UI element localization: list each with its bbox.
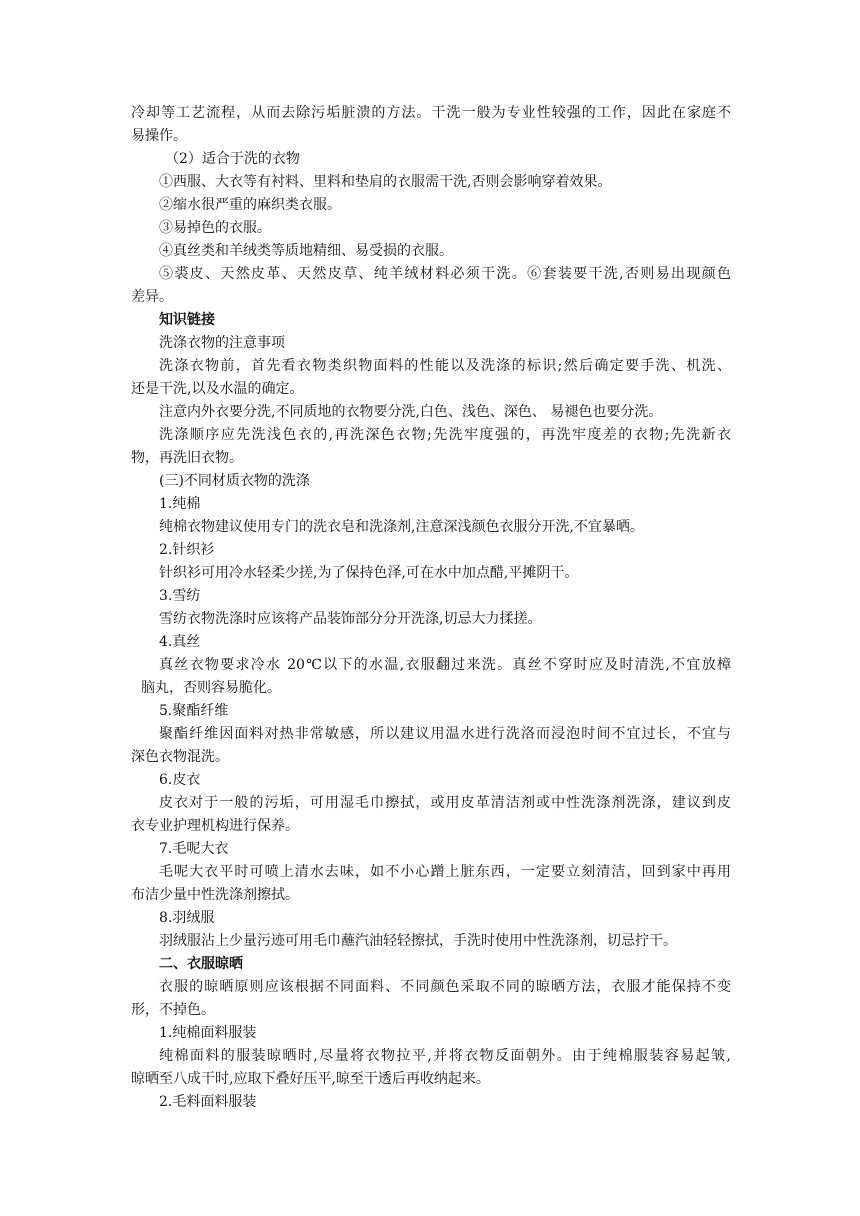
subheading: 1.纯棉面料服装 xyxy=(159,1025,257,1041)
subheading: 1.纯棉 xyxy=(159,496,201,512)
paragraph-line: 洗涤顺序应先洗浅色衣的,再洗深色衣物;先洗牢度强的，再洗牢度差的衣物;先洗新衣 xyxy=(159,427,731,443)
paragraph-line: 羽绒服沾上少量污迹可用毛巾蘸汽油轻轻擦拭，手洗时使用中性洗涤剂，切忌拧干。 xyxy=(159,933,677,949)
subheading: 5.聚酯纤维 xyxy=(159,703,229,719)
paragraph-line: 皮衣对于一般的污垢，可用湿毛巾擦拭，或用皮革清洁剂或中性洗涤剂洗涤，建议到皮 xyxy=(159,795,731,811)
paragraph-line: 脑丸，否则容易脆化。 xyxy=(141,680,281,696)
list-item: ③易掉色的衣服。 xyxy=(159,220,271,236)
paragraph-line: 深色衣物混洗。 xyxy=(131,749,229,765)
paragraph-line: 真丝衣物要求冷水 20℃以下的水温,衣服翻过来洗。真丝不穿时应及时清洗,不宜放樟 xyxy=(159,657,731,673)
subheading: 4.真丝 xyxy=(159,634,201,650)
subheading: 6.皮衣 xyxy=(159,772,201,788)
subheading: 3.雪纺 xyxy=(159,588,201,604)
list-item: ④真丝类和羊绒类等质地精细、易受损的衣服。 xyxy=(159,243,453,259)
paragraph-line: 聚酯纤维因面料对热非常敏感，所以建议用温水进行洗洛而浸泡时间不宜过长，不宜与 xyxy=(159,726,731,742)
paragraph-line: 冷却等工艺流程，从而去除污垢脏溃的方法。干洗一般为专业性较强的工作，因此在家庭不 xyxy=(131,105,731,121)
subheading: 2.毛料面料服装 xyxy=(159,1094,257,1110)
paragraph-line: 晾晒至八成干时,应取下叠好压平,晾至干透后再收纳起来。 xyxy=(131,1071,490,1087)
subheading: 洗涤衣物的注意事项 xyxy=(159,335,285,351)
subheading: (三)不同材质衣物的洗涤 xyxy=(159,473,310,489)
list-item: ⑤裘皮、天然皮革、天然皮草、纯羊绒材料必须干洗。⑥套装要干洗,否则易出现颜色 xyxy=(159,266,731,282)
list-item: ①西服、大衣等有衬料、里料和垫肩的衣服需干洗,否则会影响穿着效果。 xyxy=(159,174,612,190)
subheading: （2）适合于洗的衣物 xyxy=(165,151,300,167)
paragraph-line: 布洁少量中性洗涤剂擦拭。 xyxy=(131,887,299,903)
list-item: ②缩水很严重的麻织类衣服。 xyxy=(159,197,341,213)
paragraph-line: 易操作。 xyxy=(131,128,187,144)
paragraph-line: 衣服的晾晒原则应该根据不同面料、不同颜色采取不同的晾晒方法，衣服才能保持不变 xyxy=(159,979,731,995)
paragraph-line: 衣专业护理机构进行保养。 xyxy=(131,818,299,834)
paragraph-line: 纯棉面料的服装晾晒时,尽量将衣物拉平,并将衣物反面朝外。由于纯棉服装容易起皱, xyxy=(159,1048,731,1064)
subheading: 7.毛呢大衣 xyxy=(159,841,229,857)
paragraph-line: 差异。 xyxy=(131,289,173,305)
subheading: 2.针织衫 xyxy=(159,542,215,558)
paragraph-line: 纯棉衣物建议使用专门的洗衣皂和洗涤剂,注意深浅颜色衣服分开洗,不宜暴晒。 xyxy=(159,519,644,535)
paragraph-line: 物，再洗旧衣物。 xyxy=(131,450,243,466)
paragraph-line: 针织衫可用冷水轻柔少搓,为了保持色泽,可在水中加点醋,平摊阴干。 xyxy=(159,565,579,581)
paragraph-line: 毛呢大衣平时可喷上清水去味，如不小心蹭上脏东西，一定要立刻清洁，回到家中再用 xyxy=(159,864,731,880)
subheading: 8.羽绒服 xyxy=(159,910,215,926)
paragraph-line: 雪纺衣物洗涤时应该将产品装饰部分分开洗涤,切忌大力揉搓。 xyxy=(159,611,542,627)
paragraph-line: 注意内外衣要分洗,不同质地的衣物要分洗,白色、浅色、深色、 易褪色也要分洗。 xyxy=(159,404,663,420)
paragraph-line: 还是干洗,以及水温的确定。 xyxy=(131,381,304,397)
paragraph-line: 形，不掉色。 xyxy=(131,1002,215,1018)
paragraph-line: 洗涤衣物前，首先看衣物类织物面料的性能以及洗涤的标识;然后确定要手洗、机洗、 xyxy=(159,358,731,374)
document-body xyxy=(131,102,731,1114)
section-heading: 二、衣服晾晒 xyxy=(159,956,243,972)
section-heading: 知识链接 xyxy=(159,312,215,328)
